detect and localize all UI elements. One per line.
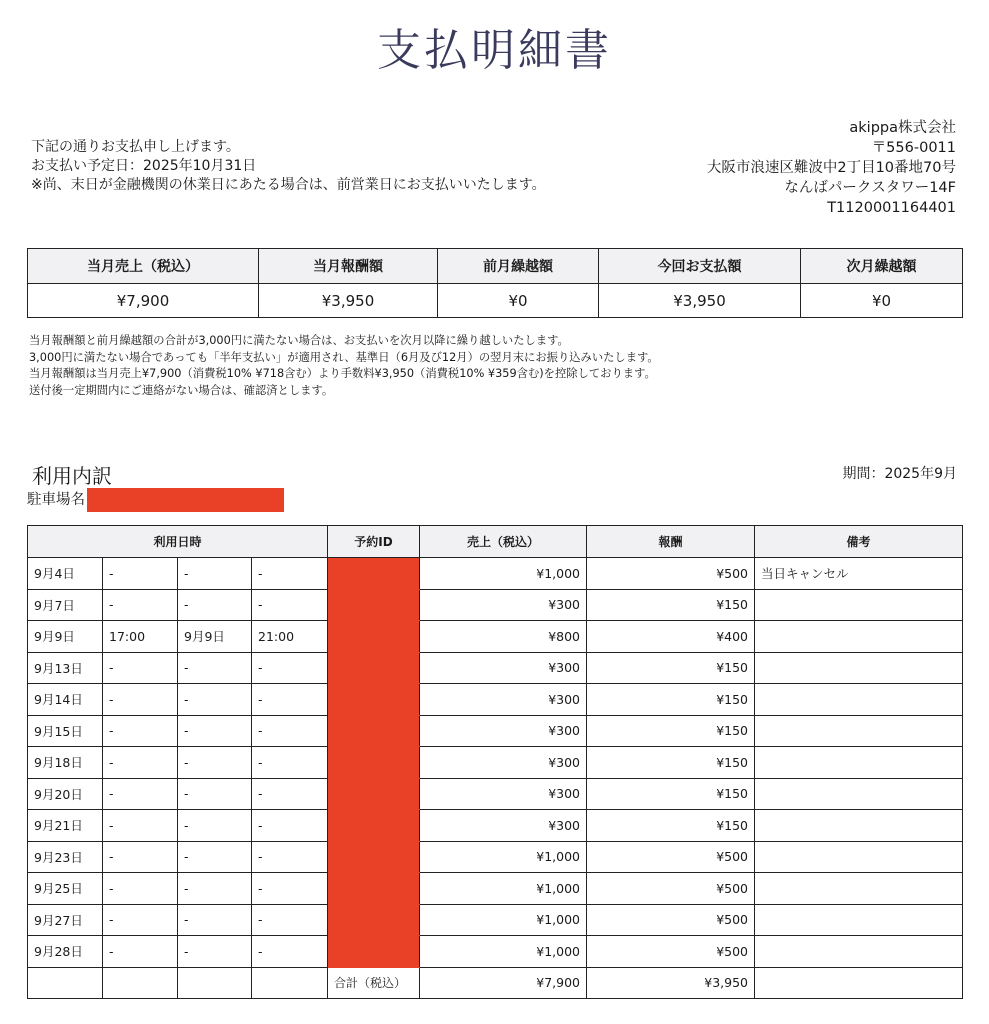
row-end-date: - [178, 778, 252, 810]
total-reward: ¥3,950 [587, 967, 755, 999]
row-remarks [755, 621, 963, 653]
row-end-date: - [178, 810, 252, 842]
row-start-date: 9月25日 [28, 873, 103, 905]
intro-note: ※尚、末日が金融機関の休業日にあたる場合は、前営業日にお支払いいたします。 [31, 177, 546, 193]
row-end-time: - [252, 558, 328, 590]
row-start-date: 9月23日 [28, 841, 103, 873]
row-sales: ¥300 [420, 778, 587, 810]
total-label: 合計（税込） [328, 967, 420, 999]
detail-header-row [28, 526, 963, 558]
table-row [28, 810, 963, 842]
row-start-date: 9月15日 [28, 715, 103, 747]
row-start-time: - [103, 810, 178, 842]
company-address-2: なんばパークスタワー14F [784, 180, 956, 196]
table-row [28, 558, 963, 590]
row-reward: ¥400 [587, 621, 755, 653]
row-start-time: - [103, 715, 178, 747]
redacted-reservation-id [328, 715, 420, 747]
row-end-date: - [178, 841, 252, 873]
row-end-time: - [252, 589, 328, 621]
row-start-time: - [103, 778, 178, 810]
row-remarks [755, 747, 963, 779]
row-reward: ¥150 [587, 652, 755, 684]
table-row [28, 589, 963, 621]
row-reward: ¥500 [587, 841, 755, 873]
table-row [28, 652, 963, 684]
row-start-date: 9月14日 [28, 684, 103, 716]
company-name: akippa株式会社 [849, 120, 956, 136]
row-sales: ¥1,000 [420, 841, 587, 873]
row-reward: ¥150 [587, 684, 755, 716]
row-start-time: - [103, 589, 178, 621]
row-remarks [755, 684, 963, 716]
row-end-time: - [252, 747, 328, 779]
row-end-time: - [252, 715, 328, 747]
row-sales: ¥300 [420, 652, 587, 684]
row-start-date: 9月18日 [28, 747, 103, 779]
row-reward: ¥150 [587, 747, 755, 779]
row-remarks [755, 589, 963, 621]
table-row [28, 936, 963, 968]
row-end-date: 9月9日 [178, 621, 252, 653]
row-end-date: - [178, 873, 252, 905]
redacted-reservation-id [328, 904, 420, 936]
row-remarks [755, 652, 963, 684]
row-start-time: - [103, 747, 178, 779]
header-reservation-id: 予約ID [328, 526, 420, 558]
row-end-time: - [252, 936, 328, 968]
intro-text [31, 138, 546, 195]
table-row [28, 841, 963, 873]
redacted-reservation-id [328, 810, 420, 842]
row-reward: ¥500 [587, 936, 755, 968]
row-start-time: - [103, 904, 178, 936]
total-empty-cell [755, 967, 963, 999]
row-end-time: - [252, 873, 328, 905]
usage-section-title: 利用内訳 [32, 464, 112, 488]
summary-value-row [28, 284, 963, 318]
note-line: 送付後一定期間内にご連絡がない場合は、確認済とします。 [29, 383, 334, 397]
row-end-date: - [178, 652, 252, 684]
table-row [28, 684, 963, 716]
table-row [28, 747, 963, 779]
row-remarks [755, 873, 963, 905]
row-reward: ¥150 [587, 778, 755, 810]
row-remarks: 当日キャンセル [755, 558, 963, 590]
table-row [28, 715, 963, 747]
company-address-1: 大阪市浪速区難波中2丁目10番地70号 [706, 160, 956, 176]
total-sales: ¥7,900 [420, 967, 587, 999]
row-sales: ¥300 [420, 810, 587, 842]
summary-value-carryover-next: ¥0 [801, 284, 963, 318]
row-end-date: - [178, 684, 252, 716]
parking-name-label: 駐車場名 [27, 492, 85, 508]
summary-header-sales: 当月売上（税込） [28, 249, 259, 284]
total-row [28, 967, 963, 999]
row-start-time: - [103, 936, 178, 968]
summary-header-carryover-next: 次月繰越額 [801, 249, 963, 284]
row-end-time: - [252, 841, 328, 873]
redacted-parking-name [87, 488, 284, 512]
usage-period: 期間：2025年9月 [842, 466, 957, 482]
row-start-date: 9月21日 [28, 810, 103, 842]
summary-value-carryover-prev: ¥0 [438, 284, 599, 318]
row-sales: ¥300 [420, 684, 587, 716]
row-start-date: 9月7日 [28, 589, 103, 621]
summary-table [27, 248, 963, 318]
summary-value-reward: ¥3,950 [259, 284, 438, 318]
redacted-reservation-id [328, 873, 420, 905]
row-start-date: 9月27日 [28, 904, 103, 936]
redacted-reservation-id [328, 589, 420, 621]
table-row [28, 778, 963, 810]
redacted-reservation-id [328, 684, 420, 716]
row-start-date: 9月20日 [28, 778, 103, 810]
row-end-date: - [178, 589, 252, 621]
header-reward: 報酬 [587, 526, 755, 558]
row-remarks [755, 904, 963, 936]
row-end-time: 21:00 [252, 621, 328, 653]
row-start-date: 9月13日 [28, 652, 103, 684]
total-empty-cell [103, 967, 178, 999]
row-start-time: - [103, 558, 178, 590]
row-remarks [755, 715, 963, 747]
company-registration: T1120001164401 [827, 200, 956, 216]
company-info [707, 118, 956, 218]
row-start-date: 9月4日 [28, 558, 103, 590]
header-remarks: 備考 [755, 526, 963, 558]
row-sales: ¥300 [420, 747, 587, 779]
summary-value-sales: ¥7,900 [28, 284, 259, 318]
note-line: 3,000円に満たない場合であっても「半年支払い」が適用され、基準日（6月及び12月）の翌月末にお振り込みいたします。 [29, 350, 659, 364]
row-remarks [755, 778, 963, 810]
table-row [28, 621, 963, 653]
usage-detail-table [27, 525, 963, 999]
redacted-reservation-id [328, 652, 420, 684]
redacted-reservation-id [328, 841, 420, 873]
table-row [28, 904, 963, 936]
redacted-reservation-id [328, 747, 420, 779]
row-reward: ¥500 [587, 873, 755, 905]
total-empty-cell [252, 967, 328, 999]
row-end-date: - [178, 904, 252, 936]
header-datetime: 利用日時 [28, 526, 328, 558]
row-reward: ¥150 [587, 810, 755, 842]
redacted-reservation-id [328, 778, 420, 810]
row-reward: ¥150 [587, 589, 755, 621]
parking-name-row [27, 488, 284, 512]
detail-body [28, 558, 963, 968]
row-remarks [755, 936, 963, 968]
summary-value-payment: ¥3,950 [599, 284, 801, 318]
row-sales: ¥1,000 [420, 873, 587, 905]
redacted-reservation-id [328, 936, 420, 968]
row-end-date: - [178, 715, 252, 747]
row-reward: ¥150 [587, 715, 755, 747]
note-line: 当月報酬額は当月売上¥7,900（消費税10% ¥718含む）より手数料¥3,950（消費税10% ¥359含む)を控除しております。 [29, 367, 656, 380]
row-end-time: - [252, 778, 328, 810]
row-remarks [755, 841, 963, 873]
row-end-time: - [252, 810, 328, 842]
summary-header-row [28, 249, 963, 284]
row-end-date: - [178, 936, 252, 968]
page-title: 支払明細書 [377, 25, 612, 76]
row-end-time: - [252, 652, 328, 684]
row-reward: ¥500 [587, 904, 755, 936]
row-sales: ¥800 [420, 621, 587, 653]
summary-header-reward: 当月報酬額 [259, 249, 438, 284]
row-end-date: - [178, 558, 252, 590]
row-end-time: - [252, 684, 328, 716]
company-postal: 〒556-0011 [871, 140, 956, 156]
redacted-reservation-id [328, 558, 420, 590]
row-start-date: 9月28日 [28, 936, 103, 968]
note-line: 当月報酬額と前月繰越額の合計が3,000円に満たない場合は、お支払いを次月以降に繰り越しいたします。 [29, 334, 569, 347]
row-sales: ¥300 [420, 715, 587, 747]
row-start-date: 9月9日 [28, 621, 103, 653]
header-sales: 売上（税込） [420, 526, 587, 558]
row-start-time: 17:00 [103, 621, 178, 653]
row-reward: ¥500 [587, 558, 755, 590]
row-sales: ¥1,000 [420, 904, 587, 936]
row-end-date: - [178, 747, 252, 779]
row-sales: ¥300 [420, 589, 587, 621]
row-end-time: - [252, 904, 328, 936]
row-sales: ¥1,000 [420, 558, 587, 590]
total-empty-cell [28, 967, 103, 999]
payment-date: お支払い予定日：2025年10月31日 [31, 158, 257, 174]
notes [29, 333, 659, 399]
row-start-time: - [103, 684, 178, 716]
row-start-time: - [103, 841, 178, 873]
row-remarks [755, 810, 963, 842]
redacted-reservation-id [328, 621, 420, 653]
intro-line-1: 下記の通りお支払申し上げます。 [31, 139, 240, 155]
table-row [28, 873, 963, 905]
total-empty-cell [178, 967, 252, 999]
summary-header-carryover-prev: 前月繰越額 [438, 249, 599, 284]
row-start-time: - [103, 652, 178, 684]
summary-header-payment: 今回お支払額 [599, 249, 801, 284]
row-sales: ¥1,000 [420, 936, 587, 968]
row-start-time: - [103, 873, 178, 905]
